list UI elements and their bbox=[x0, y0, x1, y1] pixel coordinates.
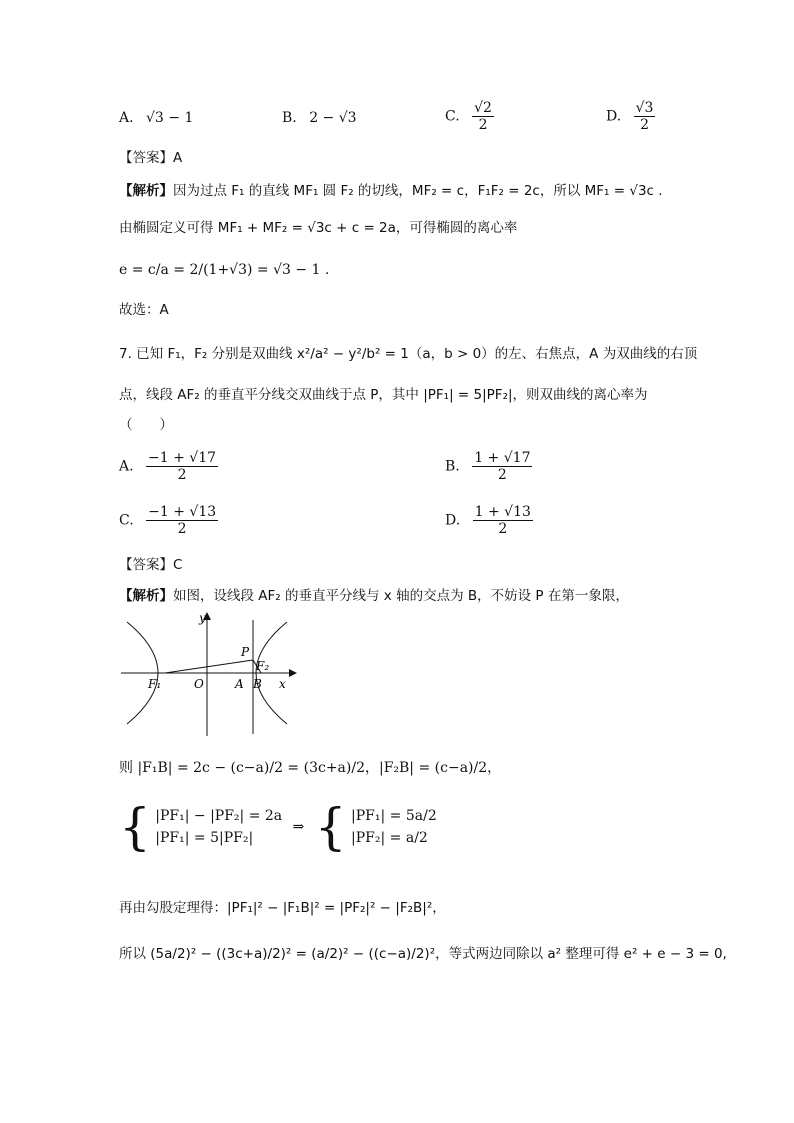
q7-option-b bbox=[445, 450, 534, 483]
q7-stem-line-2: 点，线段 AF₂ 的垂直平分线交双曲线于点 P，其中 |PF₁| = 5|PF₂|，则双曲线的离心率为 bbox=[119, 387, 648, 403]
label-o: O bbox=[194, 677, 204, 691]
option-label: C. bbox=[445, 108, 460, 125]
hyperbola-figure bbox=[119, 608, 299, 740]
fraction-numerator: 1 + √17 bbox=[474, 450, 531, 466]
fraction-denominator: 2 bbox=[177, 521, 187, 537]
q7-stem-line-3: （ ） bbox=[119, 417, 173, 433]
system-left-eq-2: |PF₁| = 5|PF₂| bbox=[155, 830, 254, 846]
q7-final-line: 所以 (5a/2)² − ((3c+a)/2)² = (a/2)² − ((c−a)/2)²，等式两边同除以 a² 整理可得 e² + e − 3 = 0, bbox=[119, 946, 727, 962]
system-right-eq-2: |PF₂| = a/2 bbox=[351, 830, 428, 846]
q6-option-c bbox=[445, 100, 496, 133]
fraction-denominator: 2 bbox=[498, 521, 508, 537]
option-label: B. bbox=[282, 110, 297, 126]
q6-analysis-line-3: e = c/a = 2/(1+√3) = √3 − 1 . bbox=[119, 262, 330, 278]
q6-answer: 【答案】A bbox=[119, 150, 183, 166]
option-label: B. bbox=[445, 458, 460, 475]
fraction-denominator: 2 bbox=[640, 117, 650, 133]
label-x: x bbox=[279, 677, 286, 691]
label-y: y bbox=[199, 611, 206, 625]
q6-analysis-line-1 bbox=[119, 181, 663, 201]
system-left bbox=[155, 805, 282, 849]
q7-system bbox=[119, 798, 437, 856]
option-label: D. bbox=[445, 512, 461, 529]
fraction-numerator: −1 + √17 bbox=[148, 450, 217, 466]
fraction-numerator: √2 bbox=[474, 100, 492, 116]
option-label: D. bbox=[606, 108, 622, 125]
right-brace: { bbox=[314, 798, 347, 856]
q7-option-a bbox=[119, 450, 220, 483]
q6-option-a bbox=[119, 110, 193, 126]
system-right bbox=[351, 805, 437, 849]
q7-stem-line-1: 7. 已知 F₁，F₂ 分别是双曲线 x²/a² − y²/b² = 1（a，b > 0）的左、右焦点，A 为双曲线的右顶 bbox=[119, 346, 698, 362]
label-b: B bbox=[253, 677, 262, 691]
option-label: A. bbox=[119, 458, 134, 475]
q6-analysis-line-2: 由椭圆定义可得 MF₁ + MF₂ = √3c + c = 2a，可得椭圆的离心率 bbox=[119, 220, 518, 236]
implies-arrow: ⇒ bbox=[292, 819, 305, 835]
analysis-tag: 【解析】 bbox=[119, 588, 173, 604]
q7-answer: 【答案】C bbox=[119, 557, 183, 573]
system-left-eq-1: |PF₁| − |PF₂| = 2a bbox=[155, 808, 283, 824]
analysis-text: 因为过点 F₁ 的直线 MF₁ 圆 F₂ 的切线，MF₂ = c，F₁F₂ = 2c，所以 MF₁ = √3c . bbox=[173, 183, 663, 199]
option-value: √3 − 1 bbox=[146, 110, 194, 126]
label-f2: F₂ bbox=[256, 659, 270, 673]
q7-option-d bbox=[445, 504, 535, 537]
analysis-text: 如图，设线段 AF₂ 的垂直平分线与 x 轴的交点为 B，不妨设 P 在第一象限， bbox=[173, 588, 629, 604]
label-f1: F₁ bbox=[148, 677, 162, 691]
q7-analysis-line-1 bbox=[119, 586, 629, 606]
fraction-numerator: √3 bbox=[635, 100, 654, 116]
q7-then-line: 则 |F₁B| = 2c − (c−a)/2 = (3c+a)/2，|F₂B| = (c−a)/2， bbox=[119, 760, 502, 776]
system-right-eq-1: |PF₁| = 5a/2 bbox=[351, 808, 437, 824]
segment-f1-p bbox=[165, 660, 253, 673]
fraction-denominator: 2 bbox=[177, 467, 187, 483]
label-p: P bbox=[241, 645, 250, 659]
x-axis-arrow bbox=[289, 669, 297, 677]
analysis-tag: 【解析】 bbox=[119, 183, 173, 199]
q7-pythag-line: 再由勾股定理得：|PF₁|² − |F₁B|² = |PF₂|² − |F₂B|²， bbox=[119, 900, 446, 916]
q6-option-d bbox=[606, 100, 657, 133]
option-value: 2 − √3 bbox=[309, 110, 357, 126]
fraction-denominator: 2 bbox=[478, 117, 488, 133]
q6-conclusion: 故选：A bbox=[119, 302, 169, 318]
option-label: C. bbox=[119, 512, 134, 529]
label-a: A bbox=[235, 677, 244, 691]
q6-option-b bbox=[282, 110, 357, 126]
option-label: A. bbox=[119, 110, 134, 126]
fraction-numerator: −1 + √13 bbox=[148, 504, 217, 520]
fraction-numerator: 1 + √13 bbox=[474, 504, 531, 520]
left-brace: { bbox=[119, 798, 151, 856]
fraction-denominator: 2 bbox=[497, 467, 507, 483]
q7-option-c bbox=[119, 504, 220, 537]
